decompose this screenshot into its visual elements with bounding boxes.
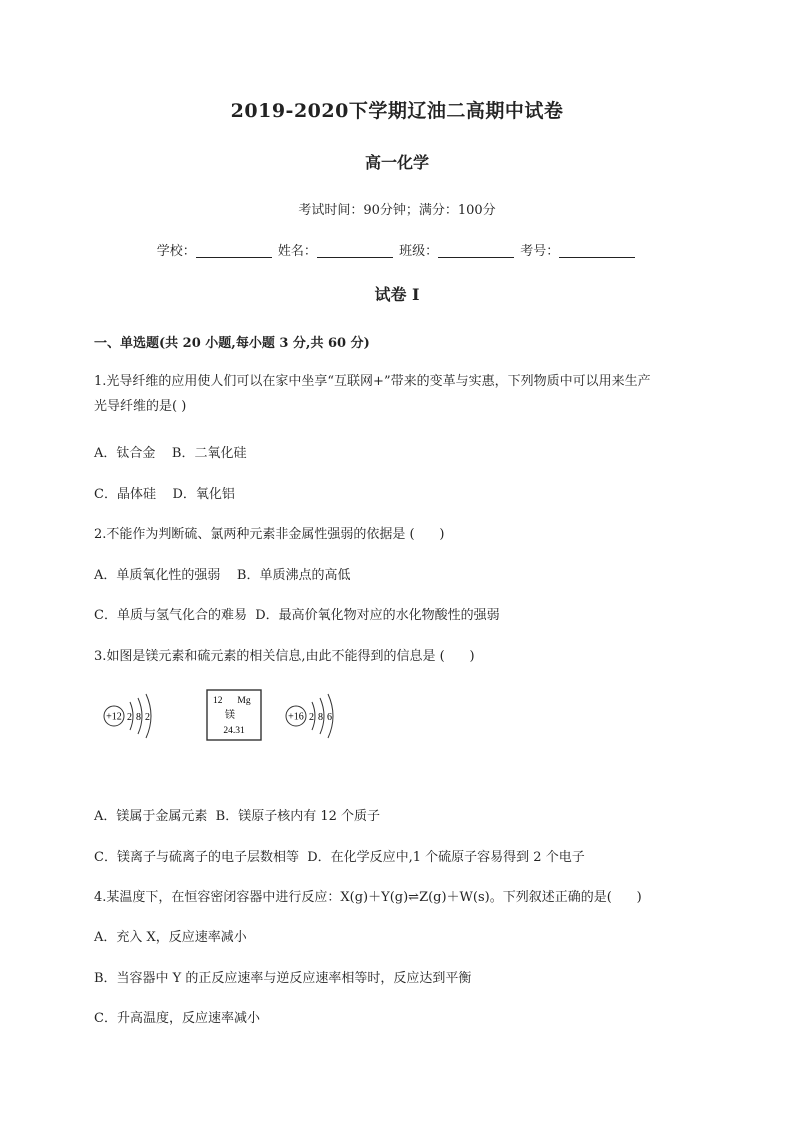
- class-label: 班级：: [399, 244, 439, 259]
- mg-shell-3-count: 2: [145, 712, 150, 723]
- question-2-options-ab: A．单质氧化性的强弱 B．单质沸点的高低: [94, 568, 351, 583]
- question-2-options-cd: C．单质与氢气化合的难易 D．最高价氧化物对应的水化物酸性的强弱: [94, 608, 500, 623]
- mg-atom-diagram: [104, 694, 151, 738]
- exam-number-blank[interactable]: [559, 243, 635, 258]
- school-label: 学校：: [156, 244, 196, 259]
- question-1-stem: [94, 369, 714, 419]
- s-shell-3-count: 6: [327, 712, 332, 723]
- question-2-stem: 2.不能作为判断硫、氯两种元素非金属性强弱的依据是 ( ): [94, 527, 445, 542]
- question-1-options-ab: A．钛合金 B．二氧化硅: [94, 446, 247, 461]
- exam-title: 2019-2020下学期辽油二高期中试卷: [230, 100, 564, 122]
- school-blank[interactable]: [196, 243, 272, 258]
- element-symbol: Mg: [237, 696, 251, 706]
- question-3-options-cd: C．镁离子与硫离子的电子层数相等 D．在化学反应中,1 个硫原子容易得到 2 个电子: [94, 850, 585, 865]
- mg-element-card: [207, 690, 261, 740]
- s-nucleus-label: +16: [288, 711, 304, 723]
- section-heading: 一、单选题(共 20 小题,每小题 3 分,共 60 分): [94, 336, 370, 351]
- question-4-option-a: A．充入 X，反应速率减小: [94, 930, 247, 945]
- s-shell-1-count: 2: [309, 712, 314, 723]
- mg-shell-1-count: 2: [127, 712, 132, 723]
- paper-title: 试卷 I: [374, 285, 420, 304]
- element-name: 镁: [225, 710, 235, 721]
- class-blank[interactable]: [438, 243, 514, 258]
- s-atom-diagram: [286, 694, 333, 738]
- element-atomic-mass: 24.31: [223, 726, 245, 736]
- question-1-line2: 光导纤维的是( ): [94, 399, 187, 414]
- question-4-option-c: C．升高温度，反应速率减小: [94, 1011, 260, 1026]
- mg-nucleus-label: +12: [106, 711, 122, 723]
- question-3-stem: 3.如图是镁元素和硫元素的相关信息,由此不能得到的信息是 ( ): [94, 649, 475, 664]
- question-1-options-cd: C．晶体硅 D．氧化铝: [94, 487, 235, 502]
- name-blank[interactable]: [317, 243, 393, 258]
- mg-shell-2-count: 8: [136, 712, 141, 723]
- question-3-options-ab: A．镁属于金属元素 B．镁原子核内有 12 个质子: [94, 809, 381, 824]
- element-atomic-number: 12: [213, 696, 223, 706]
- question-4-option-b: B．当容器中 Y 的正反应速率与逆反应速率相等时，反应达到平衡: [94, 971, 472, 986]
- question-1-line1: 1.光导纤维的应用使人们可以在家中坐享“互联网+”带来的变革与实惠，下列物质中可以用来生产: [94, 374, 651, 389]
- name-label: 姓名：: [277, 244, 317, 259]
- question-4-stem: 4.某温度下，在恒容密闭容器中进行反应：X(g)＋Y(g)⇌Z(g)＋W(s)。下列叙述正确的是( ): [94, 890, 642, 905]
- atom-structure-figure: [100, 688, 360, 748]
- student-info-fields: [0, 240, 794, 259]
- subject-title: 高一化学: [364, 153, 429, 172]
- exam-number-label: 考号：: [520, 244, 560, 259]
- exam-info: 考试时间：90分钟；满分：100分: [298, 203, 496, 218]
- s-shell-2-count: 8: [318, 712, 323, 723]
